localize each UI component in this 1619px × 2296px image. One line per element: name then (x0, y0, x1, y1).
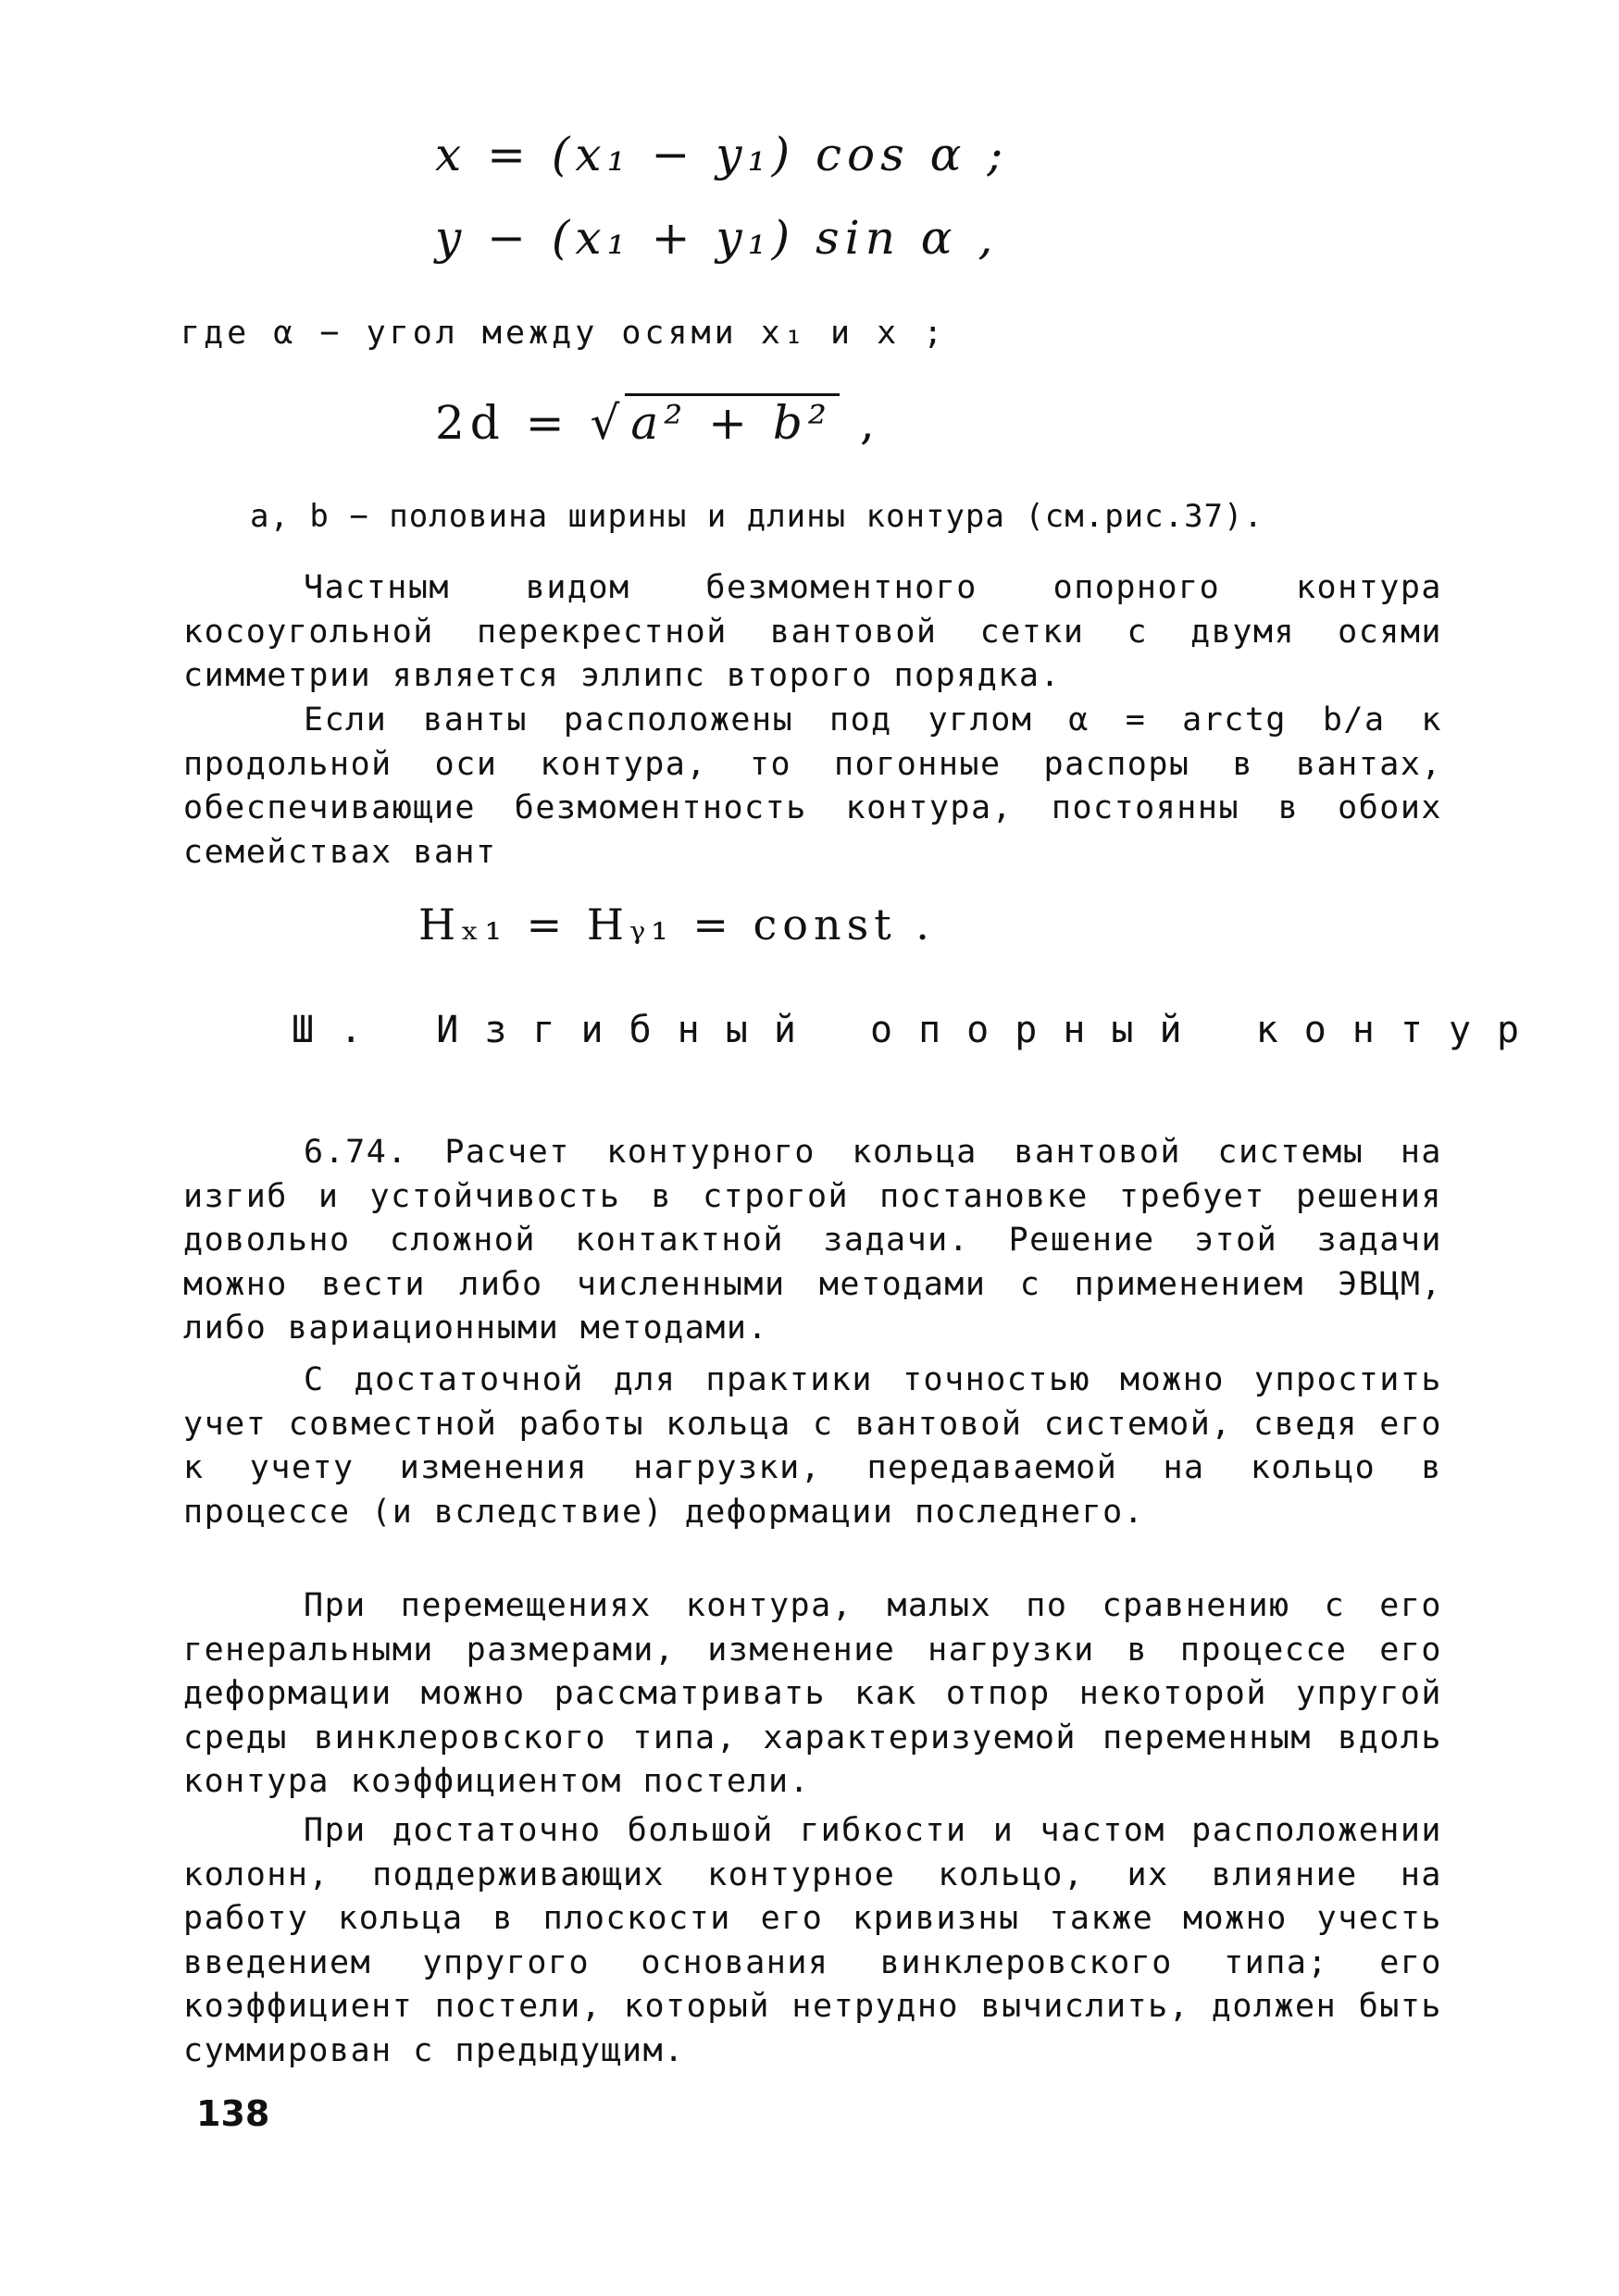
section-heading: Ш. Изгибный опорный контур (292, 1009, 1546, 1051)
formula-y: y − (x₁ + y₁) sin α , (435, 211, 999, 265)
sqrt-symbol: √ (590, 396, 626, 450)
formula-x: x = (x₁ − y₁) cos α ; (435, 128, 1009, 181)
paragraph-simplify: С достаточной для практики точностью можно упростить учет совместной работы кольца с вантовой системой, сведя его к учету изменения нагрузки, передаваемой на кольцо в процессе (и вследствие) деформации последнего. (183, 1361, 1442, 1531)
paragraph-columns: При достаточно большой гибкости и частом расположении колонн, поддерживающих контурное кольцо, их влияние на работу кольца в плоскости его кривизны также можно учесть введением упругого основания винклеровского типа; его коэффициент постели, который нетрудно вычислить, должен быть суммирован с предыдущим. (183, 1812, 1442, 2069)
formula-d-lhs: 2d = (435, 396, 570, 450)
paragraph-6-74: 6.74. Расчет контурного кольца вантовой системы на изгиб и устойчивость в строгой постановке требует решения довольно сложной контактной задачи. Решение этой задачи можно вести либо численными методами с применением ЭВЦМ, либо вариационными методами. (183, 1134, 1442, 1347)
ab-line: a, b − половина ширины и длины контура (см.рис.37). (250, 498, 1264, 535)
page-number: 138 (196, 2093, 270, 2134)
paragraph-ellipse: Частным видом безмоментного опорного контура косоугольной перекрестной вантовой сетки с двумя осями симметрии является эллипс второго порядка. (183, 569, 1442, 694)
formula-d-radicand: a² + b² (625, 393, 840, 450)
formula-d (435, 396, 880, 450)
paragraph-displacements: При перемещениях контура, малых по сравнению с его генеральными размерами, изменение нагрузки в процессе его деформации можно рассматривать как отпор некоторой упругой среды винклеровского типа, характеризуемой переменным вдоль контура коэффициентом постели. (183, 1587, 1442, 1800)
where-line: где α − угол между осями x₁ и x ; (181, 315, 947, 352)
paragraph-vants: Если ванты расположены под углом α = arctg b/a к продольной оси контура, то погонные распоры в вантах, обеспечивающие безмоментность контура, постоянны в обоих семействах вант (183, 701, 1442, 871)
formula-h: Hₓ₁ = Hᵧ₁ = const . (418, 900, 935, 949)
formula-d-tail: , (859, 396, 880, 450)
